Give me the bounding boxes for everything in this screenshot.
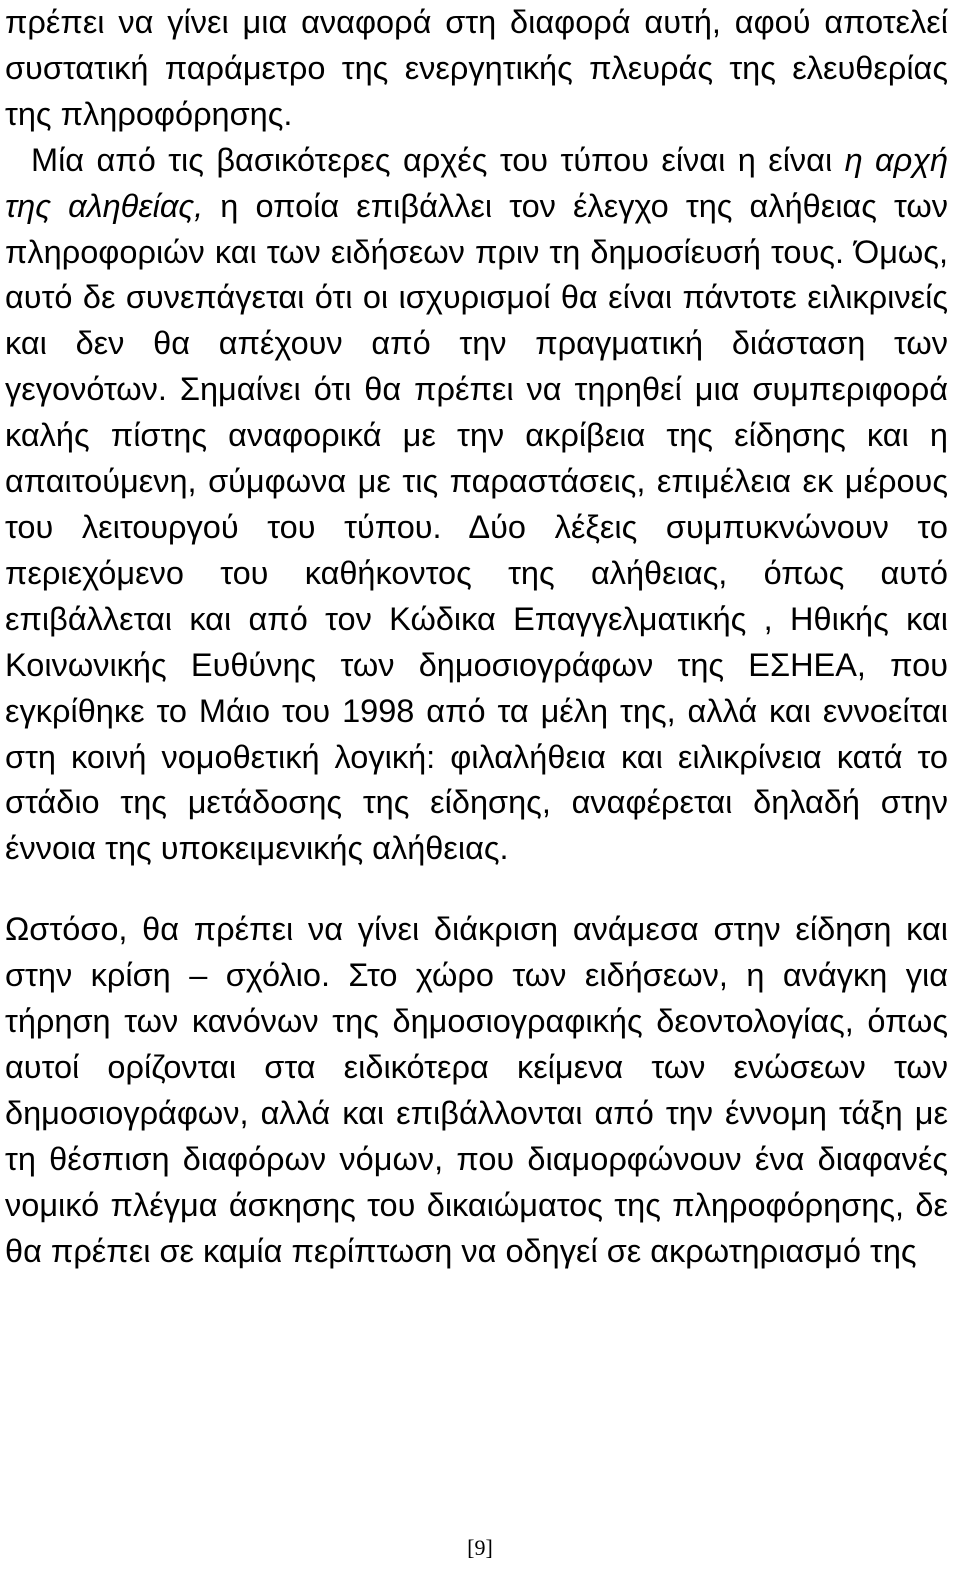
paragraph-1 xyxy=(5,0,948,872)
document-body xyxy=(5,0,948,1274)
page-number: [9] xyxy=(467,1535,493,1560)
paragraph-gap xyxy=(5,872,948,907)
paragraph-1-after-italic: η οποία επιβάλλει τον έλεγχο της αλήθειας των πληροφοριών και των ειδήσεων πριν τη δημοσίευσή τους. Όμως, αυτό δε συνεπάγεται ότι οι ισχυρισμοί θα είναι πάντοτε ειλικρινείς και δεν θα απέχουν από την πραγματική διάσταση των γεγονότων. Σημαίνει ότι θα πρέπει να τηρηθεί μια συμπεριφορά καλής πίστης αναφορικά με την ακρίβεια της είδησης και η απαιτούμενη, σύμφωνα με τις παραστάσεις, επιμέλεια εκ μέρους του λειτουργού του τύπου. Δύο λέξεις συμπυκνώνουν το περιεχόμενο του καθήκοντος της αλήθειας, όπως αυτό επιβάλλεται και από τον Κώδικα Επαγγελματικής , Ηθικής και Κοινωνικής Ευθύνης των δημοσιογράφων της ΕΣΗΕΑ, που εγκρίθηκε το Μάιο του 1998 από τα μέλη της, αλλά και εννοείται στη κοινή νομοθετική λογική: φιλαλήθεια και ειλικρίνεια κατά το στάδιο της μετάδοσης της είδησης, αναφέρεται δηλαδή στην έννοια της υποκειμενικής αλήθειας. xyxy=(5,187,948,867)
paragraph-1-lead: πρέπει να γίνει μια αναφορά στη διαφορά αυτή, αφού αποτελεί συστατική παράμετρο της ενεργητικής πλευράς της ελευθερίας της πληροφόρησης. xyxy=(5,4,948,132)
paragraph-2: Ωστόσο, θα πρέπει να γίνει διάκριση ανάμεσα στην είδηση και στην κρίση – σχόλιο. Στο χώρο των ειδήσεων, η ανάγκη για τήρηση των κανόνων της δημοσιογραφικής δεοντολογίας, όπως αυτοί ορίζονται στα ειδικότερα κείμενα των ενώσεων των δημοσιογράφων, αλλά και επιβάλλονται από την έννομη τάξη με τη θέσπιση διαφόρων νόμων, που διαμορφώνουν ένα διαφανές νομικό πλέγμα άσκησης του δικαιώματος της πληροφόρησης, δε θα πρέπει σε καμία περίπτωση να οδηγεί σε ακρωτηριασμό της xyxy=(5,911,948,1269)
paragraph-1-before-italic: Μία από τις βασικότερες αρχές του τύπου είναι η είναι xyxy=(31,141,845,178)
paragraph-1-italic-phrase: η αρχή της αληθείας, xyxy=(5,141,948,224)
